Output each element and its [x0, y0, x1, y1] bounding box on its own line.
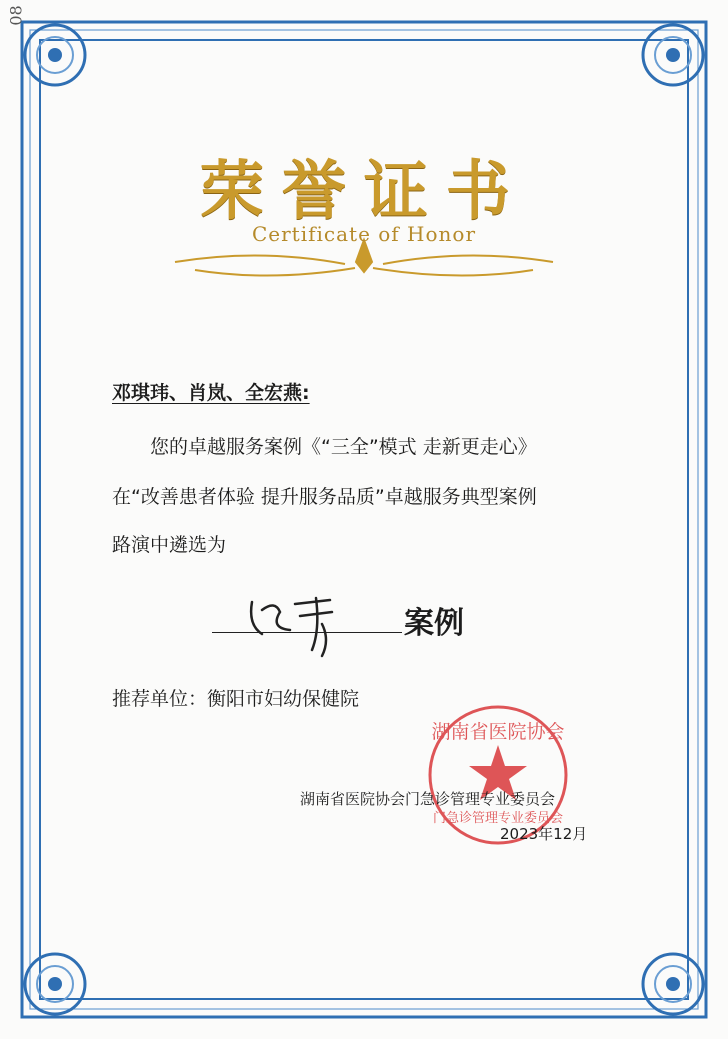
corner-mark: 08 — [6, 5, 26, 26]
seal-inner-text: 门急诊管理专业委员会 — [432, 811, 564, 826]
certificate-title: 荣誉证书 — [200, 154, 528, 229]
corner-ornament-bottom-right — [643, 954, 703, 1014]
body-line-1: 您的卓越服务案例《“三全”模式 走新更走心》 — [150, 436, 537, 458]
handwritten-signature — [251, 598, 332, 656]
recipients: 邓琪玮、肖岚、全宏燕: — [112, 382, 310, 404]
corner-ornament-bottom-left — [25, 954, 85, 1014]
corner-ornament-top-right — [643, 25, 703, 85]
issuer: 湖南省医院协会门急诊管理专业委员会 — [300, 790, 556, 808]
certificate-subtitle: Certificate of Honor — [251, 222, 477, 246]
corner-ornament-top-left — [25, 25, 85, 85]
issue-date: 2023年12月 — [500, 825, 588, 843]
body-line-3: 路演中遴选为 — [112, 534, 227, 556]
award-underline — [212, 632, 402, 633]
award-label: 案例 — [404, 606, 464, 641]
body-line-2: 在“改善患者体验 提升服务品质”卓越服务典型案例 — [112, 486, 537, 508]
seal-outer-text: 湖南省医院协会 — [431, 721, 565, 743]
recommender: 推荐单位：衡阳市妇幼保健院 — [112, 688, 360, 710]
